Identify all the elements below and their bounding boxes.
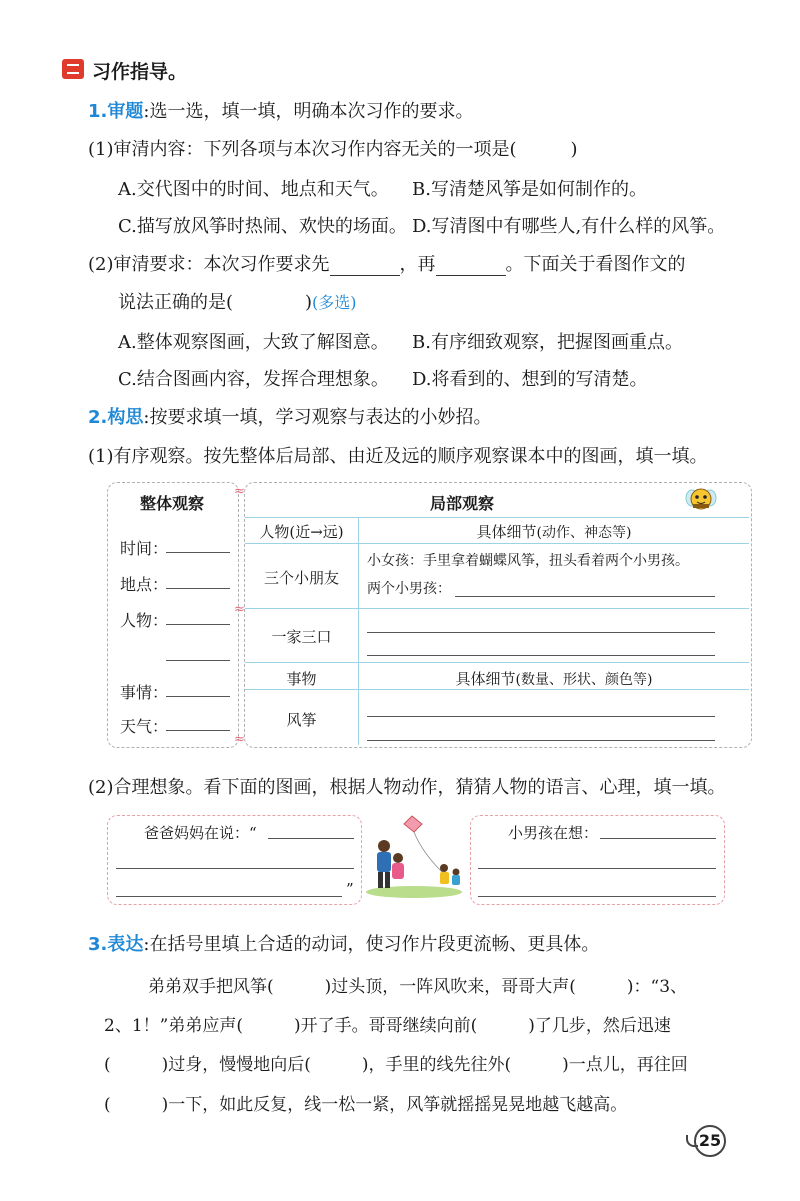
overall-people-blank[interactable] — [166, 624, 230, 625]
overall-people-label: 人物： — [120, 611, 169, 630]
binder-hook-icon: ≈ — [234, 484, 245, 499]
boy-blank-2[interactable] — [478, 868, 716, 869]
q1-heading — [88, 97, 473, 123]
parents-blank-3[interactable] — [116, 896, 342, 897]
overall-title: 整体观察 — [139, 494, 204, 513]
q1-p1-option-a: A.交代图中的时间、地点和天气。 — [118, 179, 389, 200]
header-people: 人物(近→远) — [259, 523, 344, 541]
boy-blank-3[interactable] — [478, 896, 716, 897]
q1-p2-stem: (2)审清要求：本次习作要求先 ，再 。下面关于看图作文的 — [88, 254, 686, 275]
q3-line-4: ( )一下，如此反复，线一松一紧，风筝就摇摇晃晃地越飞越高。 — [104, 1095, 628, 1115]
q3-line-3: ( )过身，慢慢地向后( )，手里的线先往外( )一点儿，再往回 — [104, 1055, 688, 1075]
q3-line-1: 弟弟双手把风筝( )过头顶，一阵风吹来，哥哥大声( )：“3、 — [148, 977, 688, 997]
q1-multi-hint: (多选) — [312, 293, 357, 312]
q1-blank-2[interactable] — [436, 257, 506, 276]
q2-p2-text: (2)合理想象。看下面的图画，根据人物动作，猜猜人物的语言、心理，填一填。 — [88, 777, 726, 798]
q3-line-2: 2、1！”弟弟应声( )开了手。哥哥继续向前( )了几步，然后迅速 — [104, 1016, 671, 1036]
q1-text: :选一选，填一填，明确本次习作的要求。 — [143, 101, 474, 122]
q3-label: 3.表达 — [88, 934, 144, 955]
binder-hook-icon: ≈ — [234, 732, 245, 747]
header-detail-2: 具体细节(数量、形状、颜色等) — [455, 670, 653, 688]
row-boys-label: 两个小男孩： — [367, 581, 451, 597]
q1-label: 1.审题 — [88, 101, 144, 122]
parents-blank-2[interactable] — [116, 868, 354, 869]
row-kite: 风筝 — [286, 711, 317, 729]
binder-hook-icon: ≈ — [234, 602, 245, 617]
q1-p2-option-a: A.整体观察图画，大致了解图意。 — [118, 332, 389, 353]
q1-p1-option-b: B.写清楚风筝是如何制作的。 — [412, 179, 647, 200]
overall-place-blank[interactable] — [166, 588, 230, 589]
q1-p2-stem-2: 说法正确的是( )(多选) — [118, 292, 357, 313]
header-thing: 事物 — [286, 670, 317, 688]
parents-blank-1[interactable] — [268, 838, 354, 839]
q2-label: 2.构思 — [88, 407, 144, 428]
overall-time-label: 时间： — [120, 539, 169, 558]
page-number: 25 — [694, 1125, 726, 1157]
q3-heading: 3.表达:在括号里填上合适的动词，使习作片段更流畅、更具体。 — [88, 934, 600, 955]
overall-weather-blank[interactable] — [166, 730, 230, 731]
overall-place-label: 地点： — [120, 575, 169, 594]
boy-thought-label: 小男孩在想： — [508, 824, 599, 842]
row-family-blank-2[interactable] — [367, 655, 715, 656]
section-title: 习作指导。 — [92, 61, 188, 83]
row-family: 一家三口 — [271, 628, 332, 646]
q1-p2-option-c: C.结合图画内容，发挥合理想象。 — [118, 369, 389, 390]
q1-p1-option-c: C.描写放风筝时热闹、欢快的场面。 — [118, 216, 407, 237]
row-kite-blank-1[interactable] — [367, 716, 715, 717]
row-family-blank-1[interactable] — [367, 632, 715, 633]
overall-weather-label: 天气： — [120, 717, 169, 736]
parents-close-quote: ” — [346, 880, 354, 898]
bee-mascot-icon — [684, 484, 718, 518]
q1-blank-1[interactable] — [330, 257, 400, 276]
q1-p1-stem: (1)审清内容：下列各项与本次习作内容无关的一项是( ) — [88, 139, 578, 160]
q2-heading: 2.构思:按要求填一填，学习观察与表达的小妙招。 — [88, 407, 492, 428]
q1-p2-option-d: D.将看到的、想到的写清楚。 — [412, 369, 648, 390]
row-boys-blank[interactable] — [455, 596, 715, 597]
q2-p1-text: (1)有序观察。按先整体后局部、由近及远的顺序观察课本中的图画，填一填。 — [88, 446, 708, 467]
row-three-kids-detail: 小女孩：手里拿着蝴蝶风筝，扭头看着两个小男孩。 — [367, 553, 689, 569]
overall-people-blank-2[interactable] — [166, 660, 230, 661]
header-detail: 具体细节(动作、神态等) — [476, 523, 632, 541]
row-kite-blank-2[interactable] — [367, 740, 715, 741]
local-title: 局部观察 — [429, 494, 494, 513]
parents-speech-label: 爸爸妈妈在说：“ — [144, 824, 257, 842]
row-three-kids: 三个小朋友 — [263, 569, 339, 587]
boy-blank-1[interactable] — [600, 838, 716, 839]
overall-event-blank[interactable] — [166, 696, 230, 697]
overall-time-blank[interactable] — [166, 552, 230, 553]
overall-event-label: 事情： — [120, 683, 169, 702]
q1-p1-option-d: D.写清图中有哪些人,有什么样的风筝。 — [412, 216, 726, 237]
section-badge-icon — [62, 59, 84, 79]
q1-p2-option-b: B.有序细致观察，把握图画重点。 — [412, 332, 683, 353]
kite-flying-illustration — [362, 812, 466, 898]
